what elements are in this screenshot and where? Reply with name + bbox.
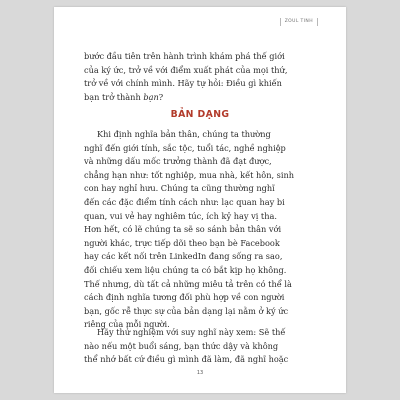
- paragraph-2: [84, 128, 314, 332]
- paragraph-3: [84, 326, 314, 367]
- text-line: đến các đặc điểm tính cách như: lạc quan hay bi: [84, 196, 285, 207]
- text-line: hay các kết nối trên LinkedIn đang sống ra sao,: [84, 251, 283, 262]
- text-line: cách định nghĩa tương đối phù hợp về con người: [84, 292, 285, 303]
- running-head: ZOUL TINH: [280, 18, 318, 26]
- text-line: Hãy thử nghiệm với suy nghĩ này xem: Sẽ thế: [97, 327, 286, 337]
- text-line: và những dấu mốc trưởng thành đã đạt được,: [84, 156, 272, 167]
- text-line: bước đầu tiên trên hành trình khám phá thế giới: [84, 51, 285, 61]
- text-line: chẳng hạn như: tốt nghiệp, mua nhà, kết hôn, sinh: [84, 169, 295, 180]
- text-line: Khi định nghĩa bản thân, chúng ta thường: [97, 129, 271, 139]
- text-line: bạn, gốc rễ thực sự của bản dạng lại nằm ở ký ức: [84, 305, 289, 316]
- text-line: trở về với chính mình. Hãy tự hỏi: Điều gì khiến: [84, 78, 282, 89]
- emphasis: bạn: [143, 91, 159, 102]
- text-line: nào nếu một buổi sáng, bạn thức dậy và không: [84, 340, 279, 351]
- text-line: đối chiếu xem liệu chúng ta có bắt kịp họ không.: [84, 264, 287, 275]
- text-line: quan, vui vẻ hay nghiêm túc, ích kỷ hay vị tha.: [84, 210, 277, 221]
- text-line: con hay nghỉ hưu. Chúng ta cũng thường nghĩ: [84, 183, 275, 194]
- text-line: riêng của mỗi người.: [84, 319, 170, 330]
- paragraph-1: [84, 50, 314, 104]
- text-line: nghĩ đến giới tính, sắc tộc, tuổi tác, nghề nghiệp: [84, 142, 286, 153]
- book-page: [54, 7, 346, 393]
- text-line: của ký ức, trở về với điểm xuất phát của mọi thứ,: [84, 64, 288, 75]
- text-line: Thế nhưng, dù tất cả những miêu tả trên có thể là: [84, 278, 292, 289]
- section-heading: BẢN DẠNG: [170, 109, 230, 120]
- text-line: người khác, trực tiếp dõi theo bạn bè Facebook: [84, 237, 280, 248]
- text-line: Hơn hết, có lẽ chúng ta sẽ so sánh bản thân với: [84, 224, 282, 235]
- text-line: bạn trở thành bạn?: [84, 91, 164, 102]
- text-line: thể nhớ bất cứ điều gì mình đã làm, đã nghĩ hoặc: [84, 354, 289, 365]
- page-number: 13: [196, 370, 204, 376]
